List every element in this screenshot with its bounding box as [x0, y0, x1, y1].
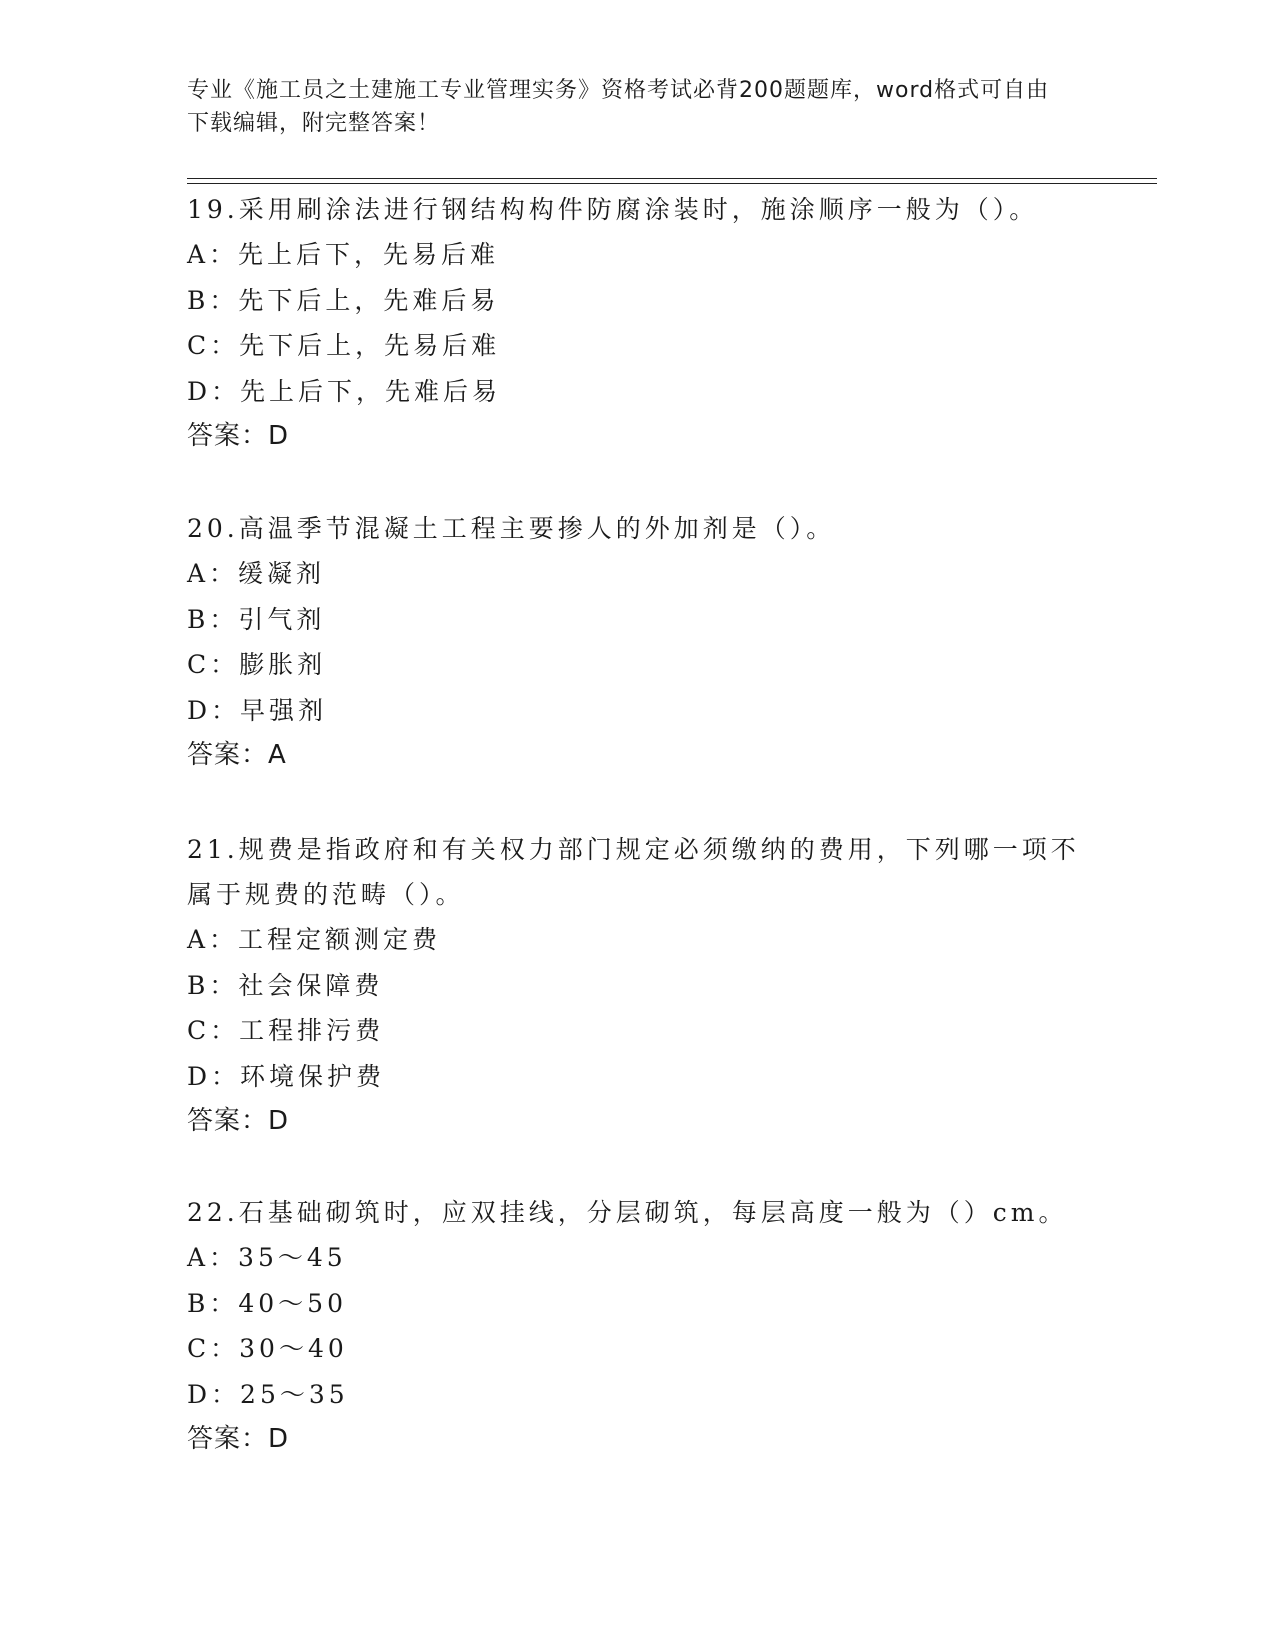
answer-line: 答案：A [187, 740, 287, 770]
option-c: C：工程排污费 [187, 1016, 385, 1045]
question-22 [187, 1190, 1087, 1462]
answer-line: 答案：D [187, 1106, 290, 1136]
question-stem: 20.高温季节混凝土工程主要掺人的外加剂是（）。 [187, 514, 836, 543]
question-stem: 21.规费是指政府和有关权力部门规定必须缴纳的费用，下列哪一项不属于规费的范畴（）。 [187, 835, 1080, 909]
question-20 [187, 506, 1087, 778]
option-c: C：膨胀剂 [187, 650, 327, 679]
answer-line: 答案：D [187, 1424, 290, 1454]
option-c: C：先下后上，先易后难 [187, 331, 501, 360]
option-d: D：先上后下，先难后易 [187, 376, 502, 406]
option-b: B：40～50 [187, 1288, 347, 1318]
question-21 [187, 827, 1087, 1144]
header-divider-bottom [187, 183, 1157, 184]
option-b: B：社会保障费 [187, 970, 384, 1000]
document-title: 专业《施工员之土建施工专业管理实务》资格考试必背200题题库，word格式可自由下载编辑，附完整答案！ [187, 78, 1050, 136]
answer-line: 答案：D [187, 421, 290, 451]
option-a: A：缓凝剂 [187, 559, 326, 588]
question-19 [187, 187, 1087, 459]
option-a: A：35～45 [187, 1243, 347, 1272]
option-b: B：引气剂 [187, 604, 326, 634]
option-d: D：环境保护费 [187, 1061, 386, 1091]
header-divider-top [187, 178, 1157, 179]
question-stem: 22.石基础砌筑时，应双挂线，分层砌筑，每层高度一般为（）cm。 [187, 1198, 1068, 1227]
option-a: A：先上后下，先易后难 [187, 240, 500, 269]
option-c: C：30～40 [187, 1334, 348, 1363]
option-a: A：工程定额测定费 [187, 925, 442, 954]
option-b: B：先下后上，先难后易 [187, 285, 500, 315]
question-stem: 19.采用刷涂法进行钢结构构件防腐涂装时，施涂顺序一般为（）。 [187, 195, 1039, 224]
option-d: D：早强剂 [187, 695, 328, 725]
option-d: D：25～35 [187, 1379, 349, 1409]
